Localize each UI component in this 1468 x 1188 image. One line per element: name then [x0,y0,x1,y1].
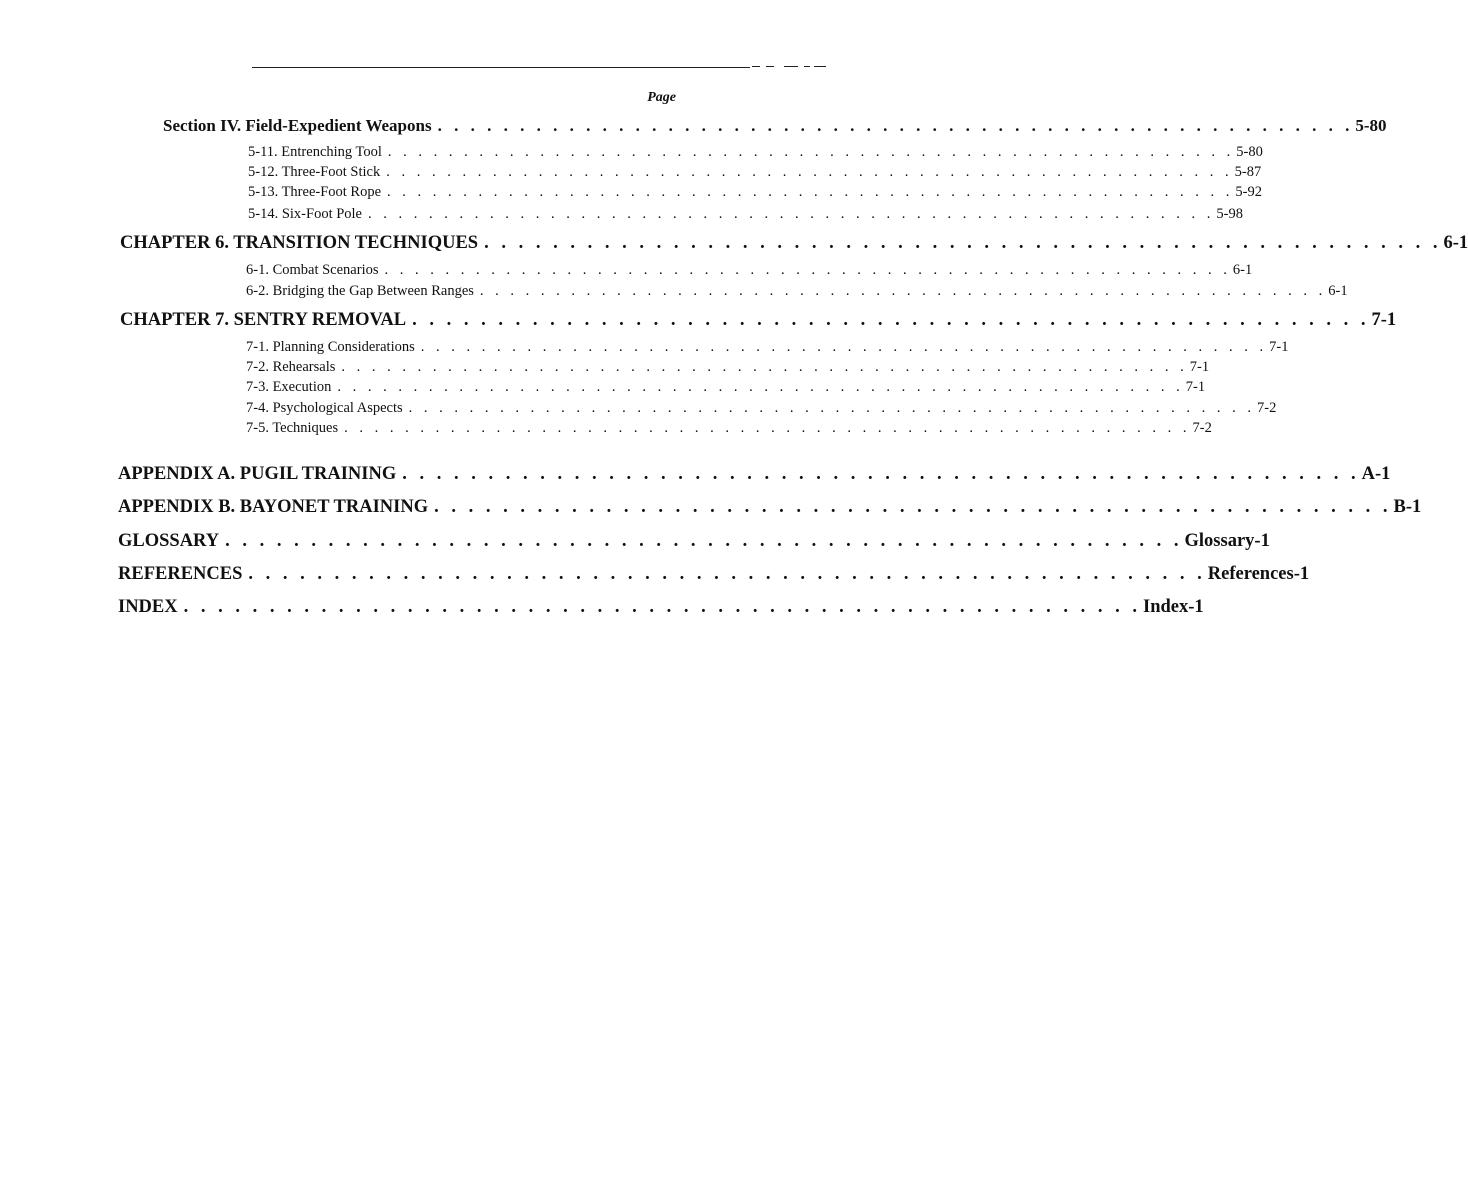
toc-entry-label: CHAPTER 7. SENTRY REMOVAL [120,310,407,330]
toc-entry-appendix-b[interactable] [118,497,1422,518]
toc-entry-page: 7-2 [1192,420,1212,436]
toc-entry-7-5[interactable] [246,420,1212,437]
toc-entry-page: 7-1 [1185,379,1206,395]
toc-entry-page: 5-92 [1235,184,1262,200]
toc-entry-label: APPENDIX A. PUGIL TRAINING [118,464,397,484]
toc-entry-label: 6-2. Bridging the Gap Between Ranges [246,283,474,299]
dot-leader: . . . . . . . . . . . . . . . . . . . . . . . . . . . . . . . . . . . . . . . . . . . . . . . . . . . . . . . . [248,564,1206,584]
toc-entry-section-4[interactable] [163,116,1387,136]
toc-entry-5-12[interactable] [248,164,1262,181]
toc-entry-label: 6-1. Combat Scenarios [246,262,379,278]
toc-entry-page: B-1 [1393,497,1422,517]
dot-leader: . . . . . . . . . . . . . . . . . . . . . . . . . . . . . . . . . . . . . . . . . . . . . . . . . . . . . . . . [344,420,1191,436]
dot-leader: . . . . . . . . . . . . . . . . . . . . . . . . . . . . . . . . . . . . . . . . . . . . . . . . . . . . . . . . [386,164,1233,180]
toc-entry-page: 7-1 [1269,339,1289,355]
toc-entry-page: 5-80 [1355,116,1387,135]
dot-leader: . . . . . . . . . . . . . . . . . . . . . . . . . . . . . . . . . . . . . . . . . . . . . . . . . . . . . . . . [225,531,1183,551]
toc-entry-label: 7-5. Techniques [246,420,339,436]
toc-entry-label: REFERENCES [118,564,243,584]
toc-entry-label: 5-13. Three-Foot Rope [248,184,382,200]
toc-entry-7-1[interactable] [246,339,1289,356]
toc-entry-page: Index-1 [1143,597,1204,617]
dot-leader: . . . . . . . . . . . . . . . . . . . . . . . . . . . . . . . . . . . . . . . . . . . . . . . . . . . . . . . . [341,359,1188,375]
dot-leader: . . . . . . . . . . . . . . . . . . . . . . . . . . . . . . . . . . . . . . . . . . . . . . . . . . . . . . . . [337,379,1184,395]
toc-entry-label: 7-1. Planning Considerations [246,339,415,355]
dot-leader: . . . . . . . . . . . . . . . . . . . . . . . . . . . . . . . . . . . . . . . . . . . . . . . . . . . . . . . . [484,233,1442,253]
dot-leader: . . . . . . . . . . . . . . . . . . . . . . . . . . . . . . . . . . . . . . . . . . . . . . . . . . . . . . . . [434,497,1392,517]
toc-entry-glossary[interactable] [118,531,1270,552]
toc-entry-page: 7-2 [1257,400,1277,416]
toc-entry-label: 7-2. Rehearsals [246,359,336,375]
toc-entry-6-1[interactable] [246,262,1253,279]
toc-entry-label: 7-3. Execution [246,379,332,395]
toc-entry-label: APPENDIX B. BAYONET TRAINING [118,497,429,517]
toc-entry-page: 5-98 [1216,206,1243,222]
header-rule-dash [752,66,760,67]
toc-entry-page: Glossary-1 [1184,531,1270,551]
toc-entry-5-14[interactable] [248,206,1243,223]
dot-leader: . . . . . . . . . . . . . . . . . . . . . . . . . . . . . . . . . . . . . . . . . . . . . . . . . . . . . . . . [384,262,1231,278]
toc-entry-appendix-a[interactable] [118,464,1391,485]
header-rule-dash [784,66,798,67]
dot-leader: . . . . . . . . . . . . . . . . . . . . . . . . . . . . . . . . . . . . . . . . . . . . . . . . . . . . . . . . [387,144,1235,160]
toc-entry-page: 7-1 [1189,359,1210,375]
toc-entry-5-11[interactable] [248,144,1263,161]
header-rule-dash [766,66,774,67]
dot-leader: . . . . . . . . . . . . . . . . . . . . . . . . . . . . . . . . . . . . . . . . . . . . . . . . . . . . . . . . [412,310,1370,330]
toc-entry-chapter-6[interactable] [120,233,1468,254]
dot-leader: . . . . . . . . . . . . . . . . . . . . . . . . . . . . . . . . . . . . . . . . . . . . . . . . . . . . . . . . [402,464,1360,484]
dot-leader: . . . . . . . . . . . . . . . . . . . . . . . . . . . . . . . . . . . . . . . . . . . . . . . . . . . . . . . . [437,116,1354,135]
toc-entry-page: References-1 [1207,564,1310,584]
toc-entry-label: 7-4. Psychological Aspects [246,400,403,416]
toc-entry-page: 5-87 [1234,164,1262,180]
toc-entry-5-13[interactable] [248,184,1262,201]
page-column-header: Page [647,90,676,105]
header-rule-dash [814,66,826,67]
toc-entry-chapter-7[interactable] [120,310,1397,331]
toc-entry-label: 5-12. Three-Foot Stick [248,164,381,180]
toc-entry-6-2[interactable] [246,283,1348,300]
toc-entry-label: 5-14. Six-Foot Pole [248,206,362,222]
toc-entry-references[interactable] [118,564,1310,585]
toc-entry-label: INDEX [118,597,178,617]
dot-leader: . . . . . . . . . . . . . . . . . . . . . . . . . . . . . . . . . . . . . . . . . . . . . . . . . . . . . . . . [368,206,1215,222]
toc-entry-7-2[interactable] [246,359,1210,376]
toc-entry-page: 6-1 [1232,262,1253,278]
dot-leader: . . . . . . . . . . . . . . . . . . . . . . . . . . . . . . . . . . . . . . . . . . . . . . . . . . . . . . . . [183,597,1141,617]
toc-entry-label: Section IV. Field-Expedient Weapons [163,116,432,135]
toc-entry-7-3[interactable] [246,379,1206,396]
toc-entry-page: A-1 [1361,464,1391,484]
header-rule [252,67,750,68]
toc-entry-page: 6-1 [1328,283,1348,299]
header-rule-dash [804,66,810,67]
toc-entry-7-4[interactable] [246,400,1277,417]
toc-entry-label: GLOSSARY [118,531,220,551]
toc-entry-index[interactable] [118,597,1204,618]
toc-entry-page: 5-80 [1236,144,1263,160]
toc-entry-page: 7-1 [1371,310,1397,330]
toc-entry-label: CHAPTER 6. TRANSITION TECHNIQUES [120,233,479,253]
dot-leader: . . . . . . . . . . . . . . . . . . . . . . . . . . . . . . . . . . . . . . . . . . . . . . . . . . . . . . . . [387,184,1234,200]
dot-leader: . . . . . . . . . . . . . . . . . . . . . . . . . . . . . . . . . . . . . . . . . . . . . . . . . . . . . . . . [408,400,1256,416]
toc-entry-label: 5-11. Entrenching Tool [248,144,382,160]
dot-leader: . . . . . . . . . . . . . . . . . . . . . . . . . . . . . . . . . . . . . . . . . . . . . . . . . . . . . . . . [479,283,1327,299]
toc-entry-page: 6-1 [1443,233,1468,253]
dot-leader: . . . . . . . . . . . . . . . . . . . . . . . . . . . . . . . . . . . . . . . . . . . . . . . . . . . . . . . . [420,339,1268,355]
